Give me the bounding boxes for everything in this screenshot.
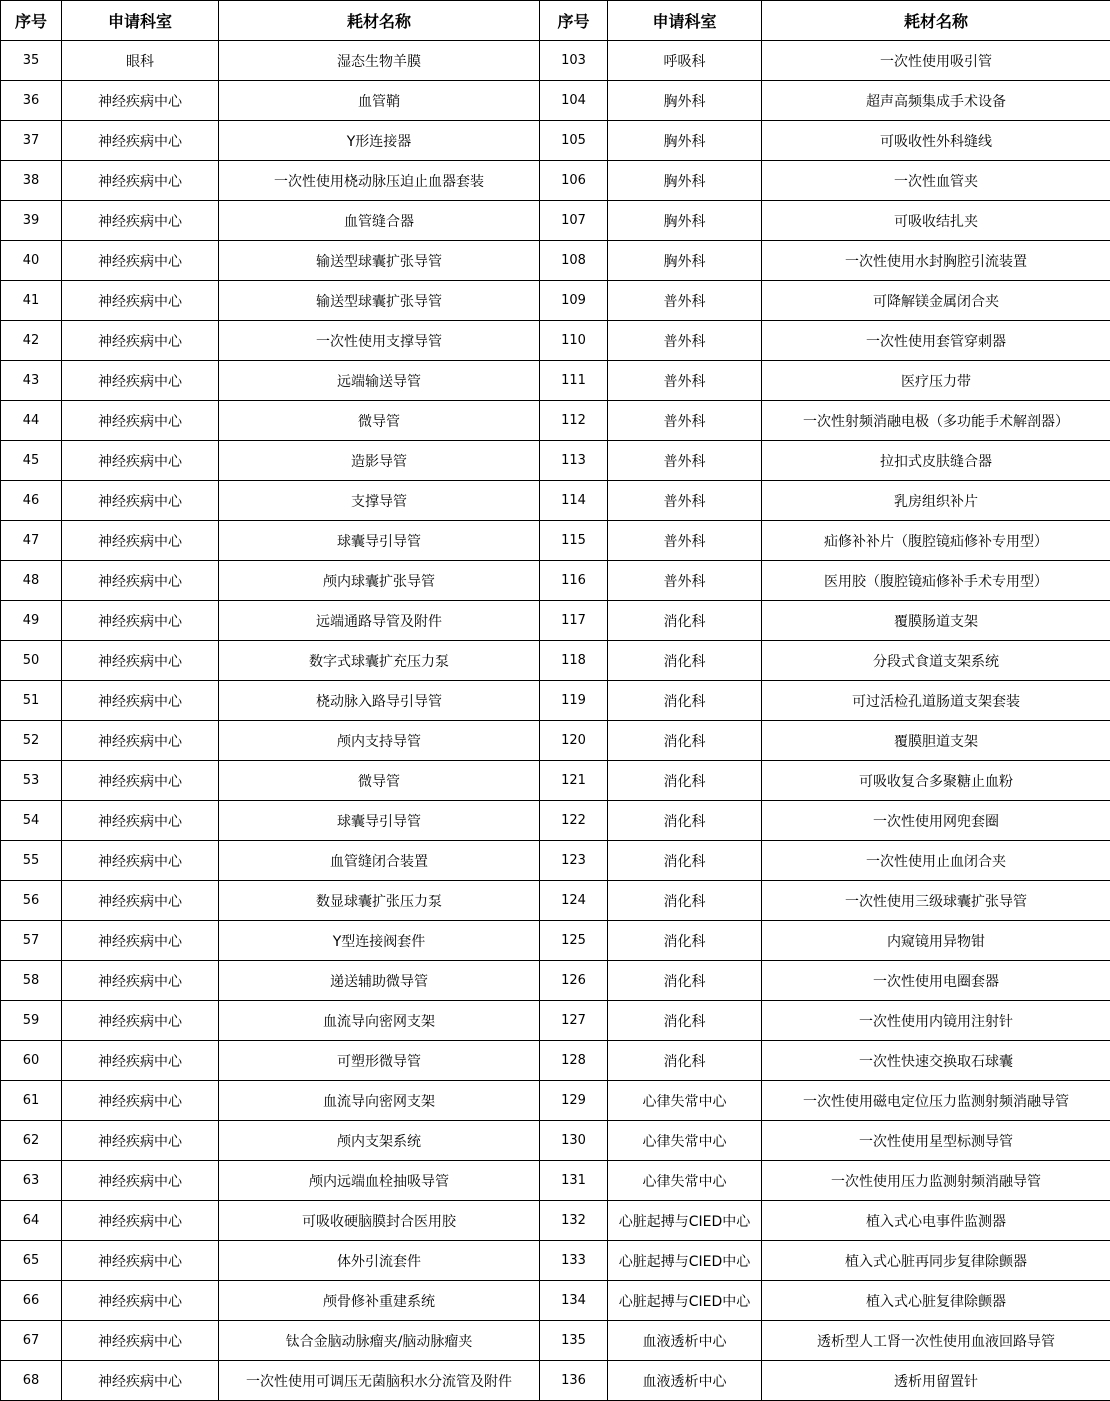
table-row (1, 841, 1110, 881)
cell-serial-right: 123 (540, 841, 608, 881)
table-row (1, 361, 1110, 401)
table-row (1, 481, 1110, 521)
cell-department-right: 普外科 (608, 281, 762, 321)
cell-item-name-left: 球囊导引导管 (219, 801, 540, 841)
table-row (1, 601, 1110, 641)
cell-serial-left: 60 (1, 1041, 62, 1081)
cell-department-right: 心脏起搏与CIED中心 (608, 1281, 762, 1321)
cell-serial-right: 104 (540, 81, 608, 121)
cell-item-name-left: 输送型球囊扩张导管 (219, 241, 540, 281)
table-row (1, 561, 1110, 601)
cell-serial-left: 63 (1, 1161, 62, 1201)
table-row (1, 1201, 1110, 1241)
cell-item-name-left: 一次性使用桡动脉压迫止血器套装 (219, 161, 540, 201)
cell-item-name-right: 疝修补补片（腹腔镜疝修补专用型） (762, 521, 1110, 561)
table-row (1, 321, 1110, 361)
table-row (1, 1121, 1110, 1161)
cell-department-left: 神经疾病中心 (62, 1201, 219, 1241)
cell-serial-right: 111 (540, 361, 608, 401)
cell-item-name-left: 颅内支架系统 (219, 1121, 540, 1161)
cell-serial-left: 55 (1, 841, 62, 881)
cell-item-name-right: 植入式心脏复律除颤器 (762, 1281, 1110, 1321)
cell-serial-right: 106 (540, 161, 608, 201)
table-row (1, 441, 1110, 481)
cell-item-name-right: 一次性使用水封胸腔引流装置 (762, 241, 1110, 281)
cell-item-name-left: 血管鞘 (219, 81, 540, 121)
cell-serial-right: 108 (540, 241, 608, 281)
table-row (1, 281, 1110, 321)
table-row (1, 1281, 1110, 1321)
cell-serial-right: 109 (540, 281, 608, 321)
cell-serial-left: 62 (1, 1121, 62, 1161)
table-row (1, 1241, 1110, 1281)
cell-serial-left: 68 (1, 1361, 62, 1401)
cell-serial-right: 105 (540, 121, 608, 161)
cell-item-name-right: 超声高频集成手术设备 (762, 81, 1110, 121)
header-item-name-right: 耗材名称 (762, 1, 1110, 41)
cell-serial-left: 40 (1, 241, 62, 281)
cell-department-right: 胸外科 (608, 201, 762, 241)
cell-department-left: 神经疾病中心 (62, 201, 219, 241)
cell-item-name-left: 可吸收硬脑膜封合医用胶 (219, 1201, 540, 1241)
cell-department-left: 神经疾病中心 (62, 401, 219, 441)
cell-item-name-right: 一次性射频消融电极（多功能手术解剖器） (762, 401, 1110, 441)
cell-serial-left: 42 (1, 321, 62, 361)
cell-serial-right: 118 (540, 641, 608, 681)
cell-item-name-left: 递送辅助微导管 (219, 961, 540, 1001)
cell-item-name-left: 桡动脉入路导引导管 (219, 681, 540, 721)
cell-item-name-right: 一次性使用套管穿刺器 (762, 321, 1110, 361)
cell-department-left: 神经疾病中心 (62, 641, 219, 681)
cell-item-name-right: 一次性使用内镜用注射针 (762, 1001, 1110, 1041)
cell-serial-left: 65 (1, 1241, 62, 1281)
cell-department-left: 神经疾病中心 (62, 1081, 219, 1121)
table-row (1, 641, 1110, 681)
cell-department-right: 消化科 (608, 881, 762, 921)
cell-department-right: 消化科 (608, 601, 762, 641)
cell-item-name-left: 微导管 (219, 401, 540, 441)
table-row (1, 721, 1110, 761)
cell-item-name-right: 内窥镜用异物钳 (762, 921, 1110, 961)
cell-serial-left: 45 (1, 441, 62, 481)
cell-serial-right: 122 (540, 801, 608, 841)
table-row (1, 1161, 1110, 1201)
cell-department-left: 神经疾病中心 (62, 281, 219, 321)
header-row (1, 1, 1110, 41)
cell-department-left: 神经疾病中心 (62, 1281, 219, 1321)
cell-item-name-left: 颅内支持导管 (219, 721, 540, 761)
cell-item-name-right: 一次性使用磁电定位压力监测射频消融导管 (762, 1081, 1110, 1121)
cell-department-left: 神经疾病中心 (62, 1161, 219, 1201)
cell-serial-right: 130 (540, 1121, 608, 1161)
cell-department-right: 胸外科 (608, 161, 762, 201)
cell-department-right: 消化科 (608, 961, 762, 1001)
table-row (1, 681, 1110, 721)
cell-department-right: 血液透析中心 (608, 1321, 762, 1361)
cell-department-left: 神经疾病中心 (62, 321, 219, 361)
cell-item-name-right: 可过活检孔道肠道支架套装 (762, 681, 1110, 721)
cell-department-left: 神经疾病中心 (62, 481, 219, 521)
cell-serial-right: 107 (540, 201, 608, 241)
cell-department-left: 神经疾病中心 (62, 601, 219, 641)
cell-department-right: 胸外科 (608, 81, 762, 121)
cell-item-name-right: 可降解镁金属闭合夹 (762, 281, 1110, 321)
cell-serial-left: 38 (1, 161, 62, 201)
cell-department-left: 神经疾病中心 (62, 881, 219, 921)
table-row (1, 401, 1110, 441)
cell-department-left: 神经疾病中心 (62, 81, 219, 121)
cell-department-right: 消化科 (608, 681, 762, 721)
cell-serial-right: 124 (540, 881, 608, 921)
cell-item-name-left: Y型连接阀套件 (219, 921, 540, 961)
cell-item-name-left: 造影导管 (219, 441, 540, 481)
cell-item-name-left: 颅内球囊扩张导管 (219, 561, 540, 601)
cell-item-name-left: 远端通路导管及附件 (219, 601, 540, 641)
cell-item-name-left: 血流导向密网支架 (219, 1081, 540, 1121)
cell-serial-right: 132 (540, 1201, 608, 1241)
cell-item-name-left: 数字式球囊扩充压力泵 (219, 641, 540, 681)
cell-department-right: 普外科 (608, 321, 762, 361)
cell-item-name-left: 微导管 (219, 761, 540, 801)
cell-department-left: 神经疾病中心 (62, 241, 219, 281)
cell-serial-right: 134 (540, 1281, 608, 1321)
cell-serial-right: 128 (540, 1041, 608, 1081)
cell-serial-left: 46 (1, 481, 62, 521)
cell-item-name-left: 可塑形微导管 (219, 1041, 540, 1081)
cell-department-left: 眼科 (62, 41, 219, 81)
table-row (1, 801, 1110, 841)
cell-serial-left: 51 (1, 681, 62, 721)
cell-item-name-right: 一次性使用星型标测导管 (762, 1121, 1110, 1161)
cell-department-left: 神经疾病中心 (62, 1121, 219, 1161)
table-body (1, 41, 1110, 1401)
cell-serial-right: 120 (540, 721, 608, 761)
cell-item-name-left: 数显球囊扩张压力泵 (219, 881, 540, 921)
cell-department-right: 血液透析中心 (608, 1361, 762, 1401)
cell-serial-right: 135 (540, 1321, 608, 1361)
cell-department-left: 神经疾病中心 (62, 1361, 219, 1401)
cell-department-right: 消化科 (608, 1001, 762, 1041)
cell-serial-left: 52 (1, 721, 62, 761)
cell-serial-left: 39 (1, 201, 62, 241)
table-row (1, 1081, 1110, 1121)
cell-serial-left: 50 (1, 641, 62, 681)
cell-item-name-right: 可吸收性外科缝线 (762, 121, 1110, 161)
cell-department-right: 呼吸科 (608, 41, 762, 81)
cell-item-name-right: 覆膜肠道支架 (762, 601, 1110, 641)
cell-serial-left: 67 (1, 1321, 62, 1361)
cell-item-name-right: 一次性快速交换取石球囊 (762, 1041, 1110, 1081)
cell-serial-left: 58 (1, 961, 62, 1001)
header-serial-right: 序号 (540, 1, 608, 41)
cell-serial-left: 57 (1, 921, 62, 961)
cell-department-right: 消化科 (608, 721, 762, 761)
table-row (1, 121, 1110, 161)
cell-department-left: 神经疾病中心 (62, 801, 219, 841)
cell-serial-left: 64 (1, 1201, 62, 1241)
cell-serial-right: 125 (540, 921, 608, 961)
cell-item-name-left: 一次性使用支撑导管 (219, 321, 540, 361)
cell-serial-left: 54 (1, 801, 62, 841)
cell-item-name-right: 一次性使用止血闭合夹 (762, 841, 1110, 881)
cell-item-name-right: 一次性使用电圈套器 (762, 961, 1110, 1001)
cell-department-right: 心脏起搏与CIED中心 (608, 1241, 762, 1281)
cell-item-name-right: 植入式心电事件监测器 (762, 1201, 1110, 1241)
cell-department-right: 普外科 (608, 441, 762, 481)
cell-serial-right: 133 (540, 1241, 608, 1281)
cell-serial-left: 48 (1, 561, 62, 601)
cell-department-right: 胸外科 (608, 121, 762, 161)
cell-department-left: 神经疾病中心 (62, 361, 219, 401)
cell-department-right: 心律失常中心 (608, 1161, 762, 1201)
cell-serial-right: 113 (540, 441, 608, 481)
cell-department-left: 神经疾病中心 (62, 441, 219, 481)
cell-serial-right: 131 (540, 1161, 608, 1201)
cell-department-left: 神经疾病中心 (62, 721, 219, 761)
cell-item-name-right: 一次性血管夹 (762, 161, 1110, 201)
cell-department-left: 神经疾病中心 (62, 1001, 219, 1041)
header-department-right: 申请科室 (608, 1, 762, 41)
table-row (1, 161, 1110, 201)
cell-item-name-right: 一次性使用压力监测射频消融导管 (762, 1161, 1110, 1201)
cell-item-name-right: 医疗压力带 (762, 361, 1110, 401)
table-row (1, 41, 1110, 81)
cell-department-left: 神经疾病中心 (62, 1241, 219, 1281)
cell-item-name-right: 分段式食道支架系统 (762, 641, 1110, 681)
cell-serial-right: 110 (540, 321, 608, 361)
table-row (1, 201, 1110, 241)
cell-item-name-left: 一次性使用可调压无菌脑积水分流管及附件 (219, 1361, 540, 1401)
cell-item-name-left: 颅骨修补重建系统 (219, 1281, 540, 1321)
cell-item-name-right: 医用胶（腹腔镜疝修补手术专用型） (762, 561, 1110, 601)
cell-item-name-right: 一次性使用网兜套圈 (762, 801, 1110, 841)
cell-serial-right: 112 (540, 401, 608, 441)
cell-serial-left: 49 (1, 601, 62, 641)
cell-department-right: 消化科 (608, 761, 762, 801)
table-row (1, 1001, 1110, 1041)
table-row (1, 961, 1110, 1001)
cell-department-right: 普外科 (608, 401, 762, 441)
cell-department-right: 普外科 (608, 561, 762, 601)
cell-department-left: 神经疾病中心 (62, 1041, 219, 1081)
cell-department-right: 消化科 (608, 921, 762, 961)
cell-serial-right: 126 (540, 961, 608, 1001)
cell-serial-right: 127 (540, 1001, 608, 1041)
table-row (1, 1321, 1110, 1361)
header-item-name-left: 耗材名称 (219, 1, 540, 41)
cell-serial-left: 43 (1, 361, 62, 401)
table-row (1, 1361, 1110, 1401)
cell-item-name-right: 一次性使用三级球囊扩张导管 (762, 881, 1110, 921)
table-header (1, 1, 1110, 41)
cell-serial-right: 116 (540, 561, 608, 601)
cell-department-left: 神经疾病中心 (62, 921, 219, 961)
cell-serial-right: 119 (540, 681, 608, 721)
cell-serial-left: 56 (1, 881, 62, 921)
cell-item-name-right: 覆膜胆道支架 (762, 721, 1110, 761)
table-row (1, 921, 1110, 961)
cell-department-left: 神经疾病中心 (62, 561, 219, 601)
cell-item-name-left: 钛合金脑动脉瘤夹/脑动脉瘤夹 (219, 1321, 540, 1361)
cell-department-right: 普外科 (608, 481, 762, 521)
cell-item-name-right: 可吸收复合多聚糖止血粉 (762, 761, 1110, 801)
header-department-left: 申请科室 (62, 1, 219, 41)
table-row (1, 1041, 1110, 1081)
table-row (1, 521, 1110, 561)
cell-item-name-left: 颅内远端血栓抽吸导管 (219, 1161, 540, 1201)
cell-item-name-right: 透析型人工肾一次性使用血液回路导管 (762, 1321, 1110, 1361)
cell-department-left: 神经疾病中心 (62, 521, 219, 561)
cell-item-name-left: 输送型球囊扩张导管 (219, 281, 540, 321)
cell-serial-left: 66 (1, 1281, 62, 1321)
cell-serial-right: 103 (540, 41, 608, 81)
cell-department-right: 消化科 (608, 1041, 762, 1081)
cell-item-name-left: 湿态生物羊膜 (219, 41, 540, 81)
cell-department-right: 消化科 (608, 841, 762, 881)
cell-department-right: 胸外科 (608, 241, 762, 281)
cell-serial-right: 115 (540, 521, 608, 561)
cell-department-left: 神经疾病中心 (62, 681, 219, 721)
cell-serial-left: 44 (1, 401, 62, 441)
cell-department-left: 神经疾病中心 (62, 761, 219, 801)
cell-department-right: 心律失常中心 (608, 1121, 762, 1161)
cell-serial-right: 136 (540, 1361, 608, 1401)
cell-serial-left: 37 (1, 121, 62, 161)
cell-item-name-right: 植入式心脏再同步复律除颤器 (762, 1241, 1110, 1281)
cell-department-right: 消化科 (608, 801, 762, 841)
table-row (1, 81, 1110, 121)
cell-item-name-left: 血管缝合器 (219, 201, 540, 241)
cell-department-left: 神经疾病中心 (62, 161, 219, 201)
cell-item-name-left: 远端输送导管 (219, 361, 540, 401)
table-row (1, 761, 1110, 801)
cell-serial-right: 114 (540, 481, 608, 521)
cell-department-right: 心律失常中心 (608, 1081, 762, 1121)
cell-serial-left: 53 (1, 761, 62, 801)
cell-department-left: 神经疾病中心 (62, 121, 219, 161)
cell-item-name-right: 透析用留置针 (762, 1361, 1110, 1401)
cell-department-right: 普外科 (608, 361, 762, 401)
table-row (1, 881, 1110, 921)
cell-item-name-right: 拉扣式皮肤缝合器 (762, 441, 1110, 481)
cell-serial-left: 47 (1, 521, 62, 561)
cell-serial-right: 121 (540, 761, 608, 801)
cell-serial-right: 129 (540, 1081, 608, 1121)
cell-item-name-left: Y形连接器 (219, 121, 540, 161)
cell-serial-left: 35 (1, 41, 62, 81)
cell-serial-left: 59 (1, 1001, 62, 1041)
cell-serial-left: 36 (1, 81, 62, 121)
cell-item-name-right: 可吸收结扎夹 (762, 201, 1110, 241)
cell-item-name-right: 乳房组织补片 (762, 481, 1110, 521)
cell-serial-left: 41 (1, 281, 62, 321)
cell-serial-right: 117 (540, 601, 608, 641)
cell-department-left: 神经疾病中心 (62, 1321, 219, 1361)
cell-department-right: 消化科 (608, 641, 762, 681)
cell-department-left: 神经疾病中心 (62, 961, 219, 1001)
table-row (1, 241, 1110, 281)
cell-item-name-left: 球囊导引导管 (219, 521, 540, 561)
cell-serial-left: 61 (1, 1081, 62, 1121)
cell-item-name-left: 血管缝闭合装置 (219, 841, 540, 881)
cell-item-name-left: 血流导向密网支架 (219, 1001, 540, 1041)
cell-department-right: 普外科 (608, 521, 762, 561)
cell-item-name-left: 体外引流套件 (219, 1241, 540, 1281)
cell-item-name-left: 支撑导管 (219, 481, 540, 521)
header-serial-left: 序号 (1, 1, 62, 41)
cell-item-name-right: 一次性使用吸引管 (762, 41, 1110, 81)
cell-department-left: 神经疾病中心 (62, 841, 219, 881)
cell-department-right: 心脏起搏与CIED中心 (608, 1201, 762, 1241)
